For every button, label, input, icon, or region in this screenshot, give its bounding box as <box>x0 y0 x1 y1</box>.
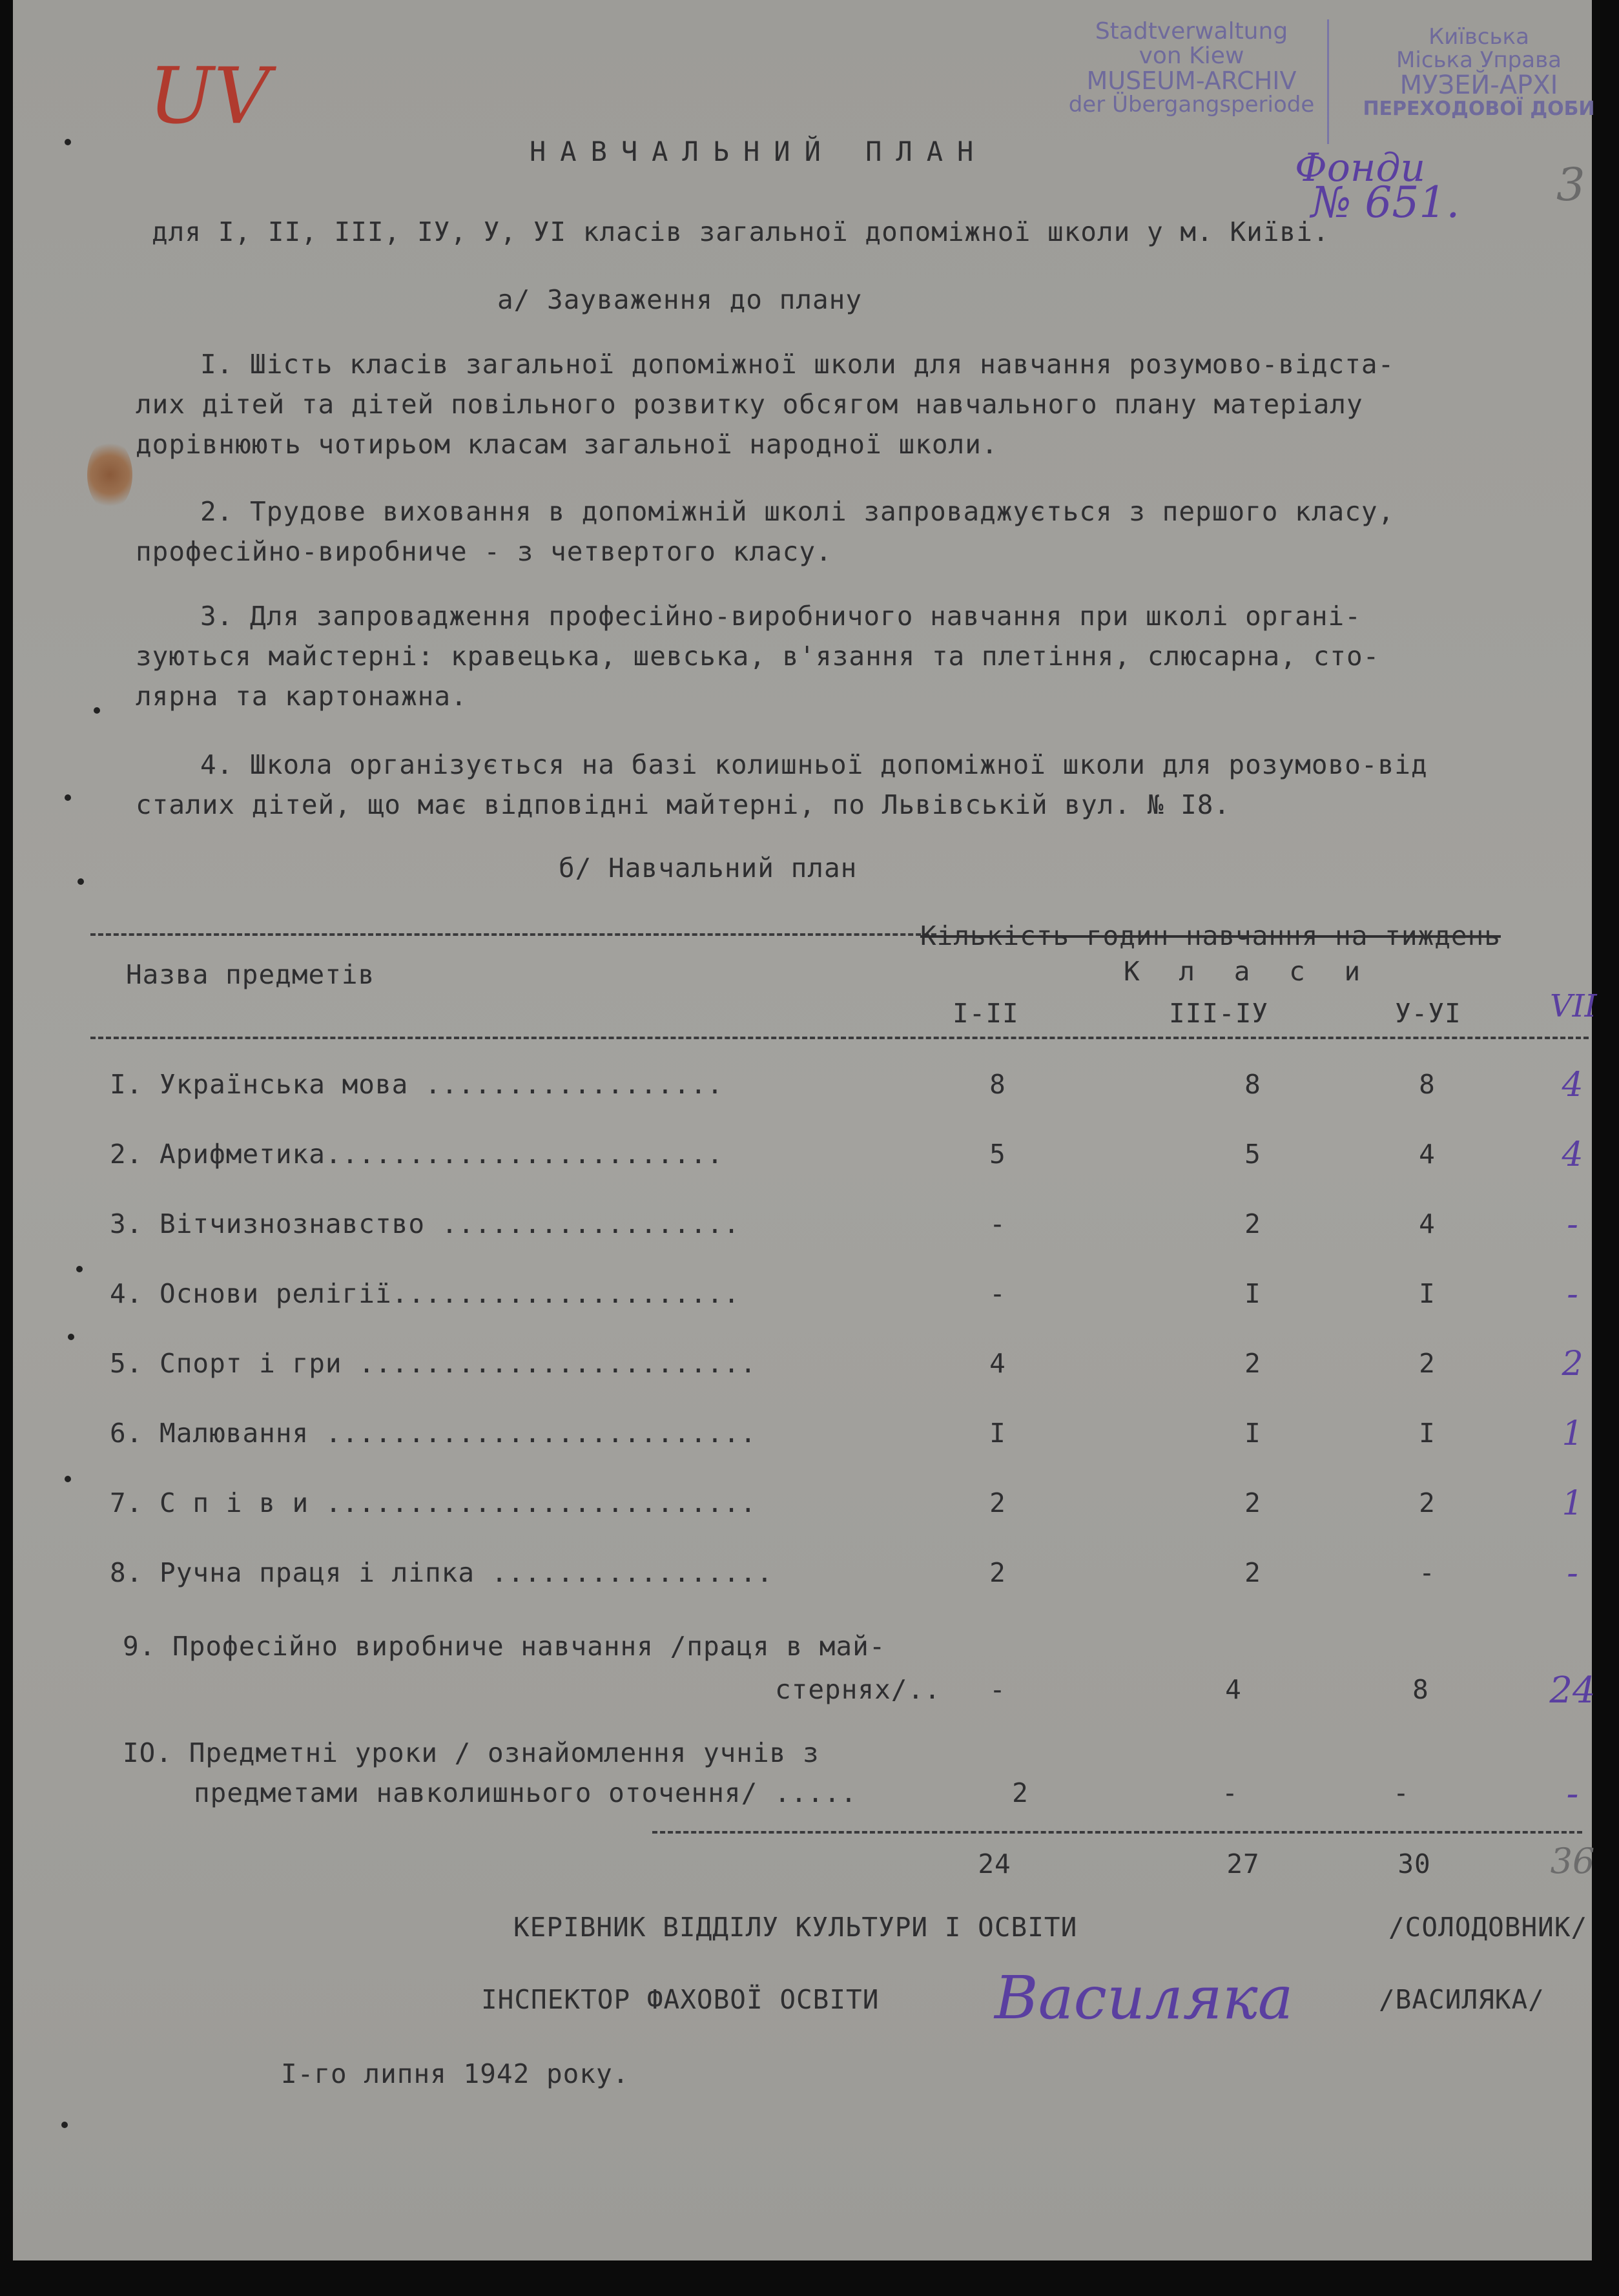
col-header: У-УI <box>1395 998 1461 1029</box>
table-cell: I <box>1244 1418 1261 1449</box>
signatory-2-name: /ВАСИЛЯКА/ <box>1379 1984 1545 2015</box>
table-cell: 2 <box>1244 1348 1261 1379</box>
table-cell-handwritten: 4 <box>1562 1135 1583 1174</box>
speck <box>65 139 71 145</box>
table-top-rule <box>90 933 936 936</box>
table-cell: 2 <box>989 1557 1006 1588</box>
table-cell: I <box>1419 1278 1436 1309</box>
table-cell: 2 <box>1244 1557 1261 1588</box>
speck <box>65 1476 71 1482</box>
paragraph-3-line: лярна та картонажна. <box>136 681 468 712</box>
table-cell: 8 <box>989 1069 1006 1100</box>
speck <box>65 794 71 801</box>
paragraph-4-line: сталих дітей, що має відповідні майтерні, по Львівській вул. № I8. <box>136 789 1231 820</box>
table-row-label: 8. Ручна праця і ліпка ................. <box>110 1557 774 1588</box>
hours-per-week-header: Кількість годин навчання на тиждень <box>920 920 1501 951</box>
handwritten-mark: UV <box>149 52 270 141</box>
col-header-handwritten: VII <box>1550 988 1597 1024</box>
speck <box>68 1334 74 1340</box>
table-cell: - <box>989 1278 1006 1309</box>
row-10-label: IO. Предметні уроки / ознайомлення учнів з <box>123 1737 820 1768</box>
col-header: I-II <box>953 998 1019 1029</box>
handwritten-signature: Василяка <box>995 1963 1294 2032</box>
table-cell: I <box>1244 1278 1261 1309</box>
table-header-rule <box>90 1037 1589 1039</box>
table-cell-handwritten: - <box>1567 1275 1578 1314</box>
col-header: III-IУ <box>1169 998 1269 1029</box>
museum-stamp-german: Stadtverwaltung von Kiew MUSEUM-ARCHIV der Übergangsperiode <box>1068 18 1315 118</box>
total-cell: 27 <box>1226 1848 1260 1879</box>
table-cell-handwritten: - <box>1567 1205 1578 1244</box>
table-row-label: 2. Арифметика........................ <box>110 1139 724 1170</box>
rust-stain <box>87 439 132 510</box>
subjects-header: Назва предметів <box>126 959 375 990</box>
paragraph-1-line: лих дітей та дітей повільного розвитку обсягом навчального плану матеріалу <box>136 389 1363 420</box>
stamp-divider <box>1327 19 1329 144</box>
table-row-label: 4. Основи релігії..................... <box>110 1278 740 1309</box>
signatory-2-role: ІНСПЕКТОР ФАХОВОЇ ОСВІТИ <box>481 1984 880 2015</box>
table-row-label: 6. Малювання .......................... <box>110 1418 757 1449</box>
table-cell: - <box>1419 1557 1436 1588</box>
table-cell-handwritten: 2 <box>1562 1345 1583 1383</box>
table-cell: 4 <box>1419 1208 1436 1239</box>
table-cell: 2 <box>1244 1208 1261 1239</box>
total-cell-handwritten: 36 <box>1550 1841 1595 1881</box>
document-subtitle: для I, II, III, IУ, У, УI класів загальної допоміжної школи у м. Київі. <box>152 216 1330 247</box>
table-cell: 2 <box>1419 1348 1436 1379</box>
table-cell: 8 <box>1412 1674 1429 1705</box>
table-cell: I <box>989 1418 1006 1449</box>
table-cell: - <box>989 1208 1006 1239</box>
table-cell: - <box>989 1674 1006 1705</box>
section-b-heading: б/ Навчальний план <box>559 853 858 884</box>
total-cell: 24 <box>978 1848 1011 1879</box>
document-page <box>13 0 1597 2260</box>
speck <box>77 878 84 885</box>
table-row-label: 7. С п і в и .......................... <box>110 1487 757 1518</box>
row-9-label: 9. Професійно виробниче навчання /праця в май- <box>123 1631 886 1662</box>
table-cell-handwritten: 1 <box>1562 1414 1583 1453</box>
paragraph-1-line: дорівнюють чотирьом класам загальної народної школи. <box>136 429 998 460</box>
table-cell: 2 <box>989 1487 1006 1518</box>
paragraph-3-line: зуються майстерні: кравецька, шевська, в'язання та плетіння, слюсарна, сто- <box>136 641 1380 672</box>
paragraph-1-line: I. Шість класів загальної допоміжної школи для навчання розумово-відста- <box>200 349 1395 380</box>
paragraph-2-line: професійно-виробниче - з четвертого класу. <box>136 536 832 567</box>
table-cell: 5 <box>1244 1139 1261 1170</box>
table-cell: 8 <box>1419 1069 1436 1100</box>
totals-rule <box>652 1831 1582 1834</box>
paragraph-2-line: 2. Трудове виховання в допоміжній школі запроваджується з першого класу, <box>200 496 1395 527</box>
signatory-1-name: /СОЛОДОВНИК/ <box>1388 1912 1588 1943</box>
table-row-label: 5. Спорт і гри ........................ <box>110 1348 757 1379</box>
row-10-label-cont: предметами навколишнього оточення/ ..... <box>194 1777 858 1808</box>
table-cell: 4 <box>1225 1674 1242 1705</box>
table-cell-handwritten: 24 <box>1549 1670 1596 1712</box>
paragraph-4-line: 4. Школа організується на базі колишньої допоміжної школи для розумово-від <box>200 749 1428 780</box>
table-row-label: I. Українська мова .................. <box>110 1069 724 1100</box>
page-number: 3 <box>1556 158 1585 211</box>
section-a-heading: а/ Зауваження до плану <box>497 284 863 315</box>
signatory-1-role: КЕРІВНИК ВІДДІЛУ КУЛЬТУРИ І ОСВІТИ <box>513 1912 1078 1943</box>
speck <box>94 707 100 714</box>
document-title: НАВЧАЛЬНИЙ ПЛАН <box>530 136 988 167</box>
table-cell: 2 <box>1419 1487 1436 1518</box>
table-cell: - <box>1222 1777 1239 1808</box>
table-cell: 8 <box>1244 1069 1261 1100</box>
table-cell-handwritten: - <box>1566 1773 1579 1815</box>
row-9-label-cont: стернях/.. <box>775 1674 941 1705</box>
table-cell: 4 <box>989 1348 1006 1379</box>
table-cell: 2 <box>1012 1777 1029 1808</box>
fondy-handwriting: Фонди <box>1295 145 1426 191</box>
table-cell-handwritten: 1 <box>1562 1484 1583 1523</box>
speck <box>76 1266 83 1272</box>
table-cell: 4 <box>1419 1139 1436 1170</box>
table-cell: 2 <box>1244 1487 1261 1518</box>
table-cell: I <box>1419 1418 1436 1449</box>
table-cell-handwritten: - <box>1567 1554 1578 1593</box>
total-cell: 30 <box>1397 1848 1431 1879</box>
paragraph-3-line: 3. Для запровадження професійно-виробничого навчання при школі органі- <box>200 601 1361 632</box>
table-row-label: 3. Вітчизнознавство .................. <box>110 1208 740 1239</box>
speck <box>61 2122 68 2128</box>
document-date: I-го липня 1942 року. <box>281 2058 630 2089</box>
table-cell: 5 <box>989 1139 1006 1170</box>
table-cell-handwritten: 4 <box>1562 1066 1583 1104</box>
fond-number-handwriting: № 651. <box>1311 178 1460 227</box>
museum-stamp-ukrainian: Київська Міська Управа МУЗЕЙ-АРХІ ПЕРЕХОДОВОЇ ДОБИ <box>1363 26 1595 119</box>
classes-header: К л а с и <box>1124 956 1372 987</box>
table-cell: - <box>1393 1777 1410 1808</box>
